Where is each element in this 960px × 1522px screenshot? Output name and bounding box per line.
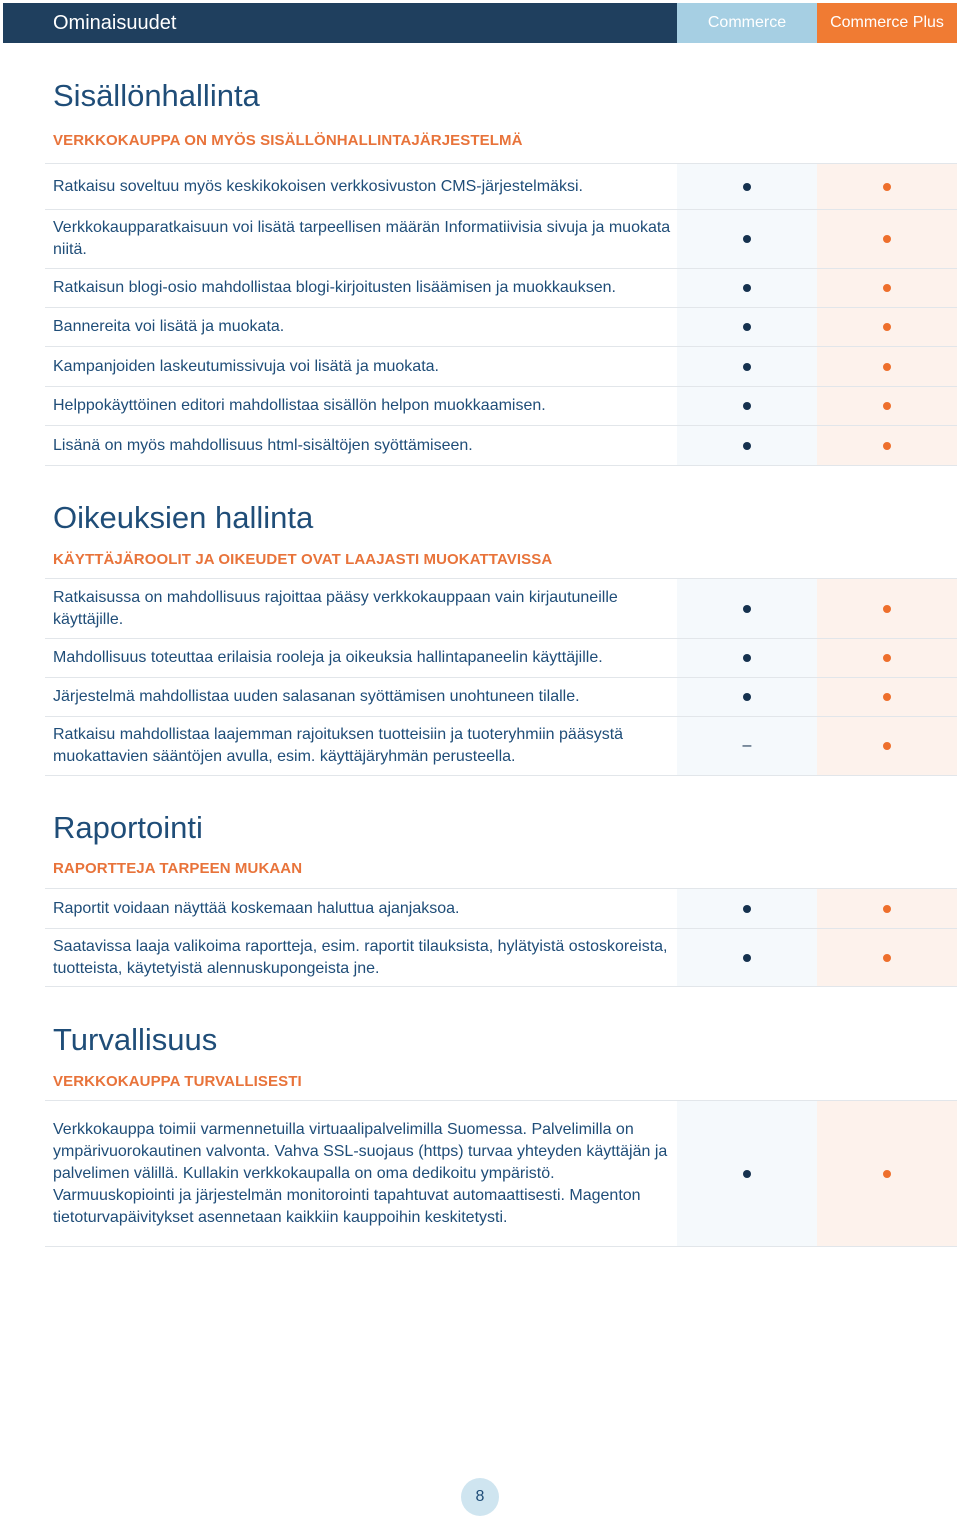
section-title: Oikeuksien hallinta (53, 500, 314, 535)
commerce-plus-cell (817, 717, 957, 775)
feature-text: Bannereita voi lisätä ja muokata. (53, 318, 285, 335)
table-row (45, 889, 957, 929)
feature-text: Ratkaisun blogi-osio mahdollistaa blogi-kirjoitusten lisäämisen ja muokkauksen. (53, 279, 616, 296)
section-subtitle: RAPORTTEJA TARPEEN MUKAAN (53, 860, 303, 877)
commerce-plus-cell (817, 210, 957, 268)
commerce-plus-cell (817, 678, 957, 716)
section-subtitle: VERKKOKAUPPA TURVALLISESTI (53, 1073, 302, 1090)
section-title: Sisällönhallinta (53, 78, 260, 113)
table-row (45, 1101, 957, 1247)
commerce-cell (677, 678, 817, 716)
table-row (45, 579, 957, 639)
header-col-commerce-plus: Commerce Plus (817, 3, 957, 43)
included-dot-icon (743, 605, 751, 613)
included-dot-icon (883, 284, 891, 292)
commerce-plus-cell (817, 579, 957, 638)
feature-table (45, 578, 957, 776)
header-col-commerce: Commerce (677, 3, 817, 43)
table-row (45, 210, 957, 269)
included-dot-icon (883, 905, 891, 913)
commerce-plus-cell (817, 889, 957, 928)
included-dot-icon (743, 363, 751, 371)
section-subtitle: VERKKOKAUPPA ON MYÖS SISÄLLÖNHALLINTAJÄRJESTELMÄ (53, 132, 523, 149)
page-number: 8 (461, 1478, 499, 1516)
commerce-cell (677, 308, 817, 346)
section-title: Raportointi (53, 810, 203, 845)
commerce-cell (677, 639, 817, 677)
feature-table (45, 1100, 957, 1247)
included-dot-icon (883, 954, 891, 962)
feature-text: Mahdollisuus toteuttaa erilaisia rooleja ja oikeuksia hallintapaneelin käyttäjille. (53, 649, 603, 666)
feature-text: Raportit voidaan näyttää koskemaan haluttua ajanjaksoa. (53, 899, 460, 917)
included-dot-icon (883, 323, 891, 331)
included-dot-icon (743, 323, 751, 331)
commerce-cell (677, 426, 817, 465)
included-dot-icon (743, 1170, 751, 1178)
table-row (45, 164, 957, 210)
commerce-cell (677, 929, 817, 986)
table-row (45, 269, 957, 308)
feature-text: Verkkokaupparatkaisuun voi lisätä tarpeellisen määrän Informatiivisia sivuja ja muokata niitä. (53, 219, 671, 258)
included-dot-icon (743, 954, 751, 962)
commerce-cell (677, 717, 817, 775)
included-dot-icon (883, 693, 891, 701)
commerce-cell (677, 210, 817, 268)
table-row (45, 426, 957, 466)
included-dot-icon (883, 605, 891, 613)
commerce-cell (677, 579, 817, 638)
included-dot-icon (883, 1170, 891, 1178)
feature-text: Lisänä on myös mahdollisuus html-sisältöjen syöttämiseen. (53, 436, 473, 454)
commerce-cell (677, 387, 817, 425)
table-row (45, 717, 957, 776)
included-dot-icon (883, 654, 891, 662)
feature-text: Ratkaisu mahdollistaa laajemman rajoituksen tuotteisiin ja tuoteryhmiin pääsystä muokattavien sääntöjen avulla, esim. käyttäjäryhmän perusteella. (53, 726, 624, 765)
commerce-plus-cell (817, 164, 957, 209)
included-dot-icon (743, 654, 751, 662)
commerce-plus-cell (817, 387, 957, 425)
commerce-cell (677, 1101, 817, 1246)
included-dot-icon (743, 905, 751, 913)
commerce-cell (677, 889, 817, 928)
feature-text: Järjestelmä mahdollistaa uuden salasanan syöttämisen unohtuneen tilalle. (53, 688, 580, 705)
table-row (45, 929, 957, 987)
commerce-plus-cell (817, 929, 957, 986)
included-dot-icon (883, 402, 891, 410)
feature-text: Ratkaisussa on mahdollisuus rajoittaa pääsy verkkokauppaan vain kirjautuneille käyttäjille. (53, 588, 618, 628)
table-row (45, 387, 957, 426)
table-row (45, 639, 957, 678)
section-title: Turvallisuus (53, 1022, 218, 1057)
table-row (45, 678, 957, 717)
feature-text: Helppokäyttöinen editori mahdollistaa sisällön helpon muokkaamisen. (53, 397, 546, 414)
header-bar (3, 3, 957, 43)
table-row (45, 347, 957, 387)
table-row (45, 308, 957, 347)
included-dot-icon (743, 402, 751, 410)
feature-text: Ratkaisu soveltuu myös keskikokoisen verkkosivuston CMS-järjestelmäksi. (53, 177, 583, 195)
included-dot-icon (883, 442, 891, 450)
included-dot-icon (743, 693, 751, 701)
not-included-dash: – (742, 737, 752, 754)
header-title: Ominaisuudet (3, 3, 677, 43)
included-dot-icon (743, 442, 751, 450)
commerce-plus-cell (817, 269, 957, 307)
feature-table (45, 163, 957, 466)
feature-text: Kampanjoiden laskeutumissivuja voi lisätä ja muokata. (53, 357, 439, 375)
included-dot-icon (743, 183, 751, 191)
feature-text: Verkkokauppa toimii varmennetuilla virtuaalipalvelimilla Suomessa. Palvelimilla on ympärivuorokautinen valvonta. Vahva SSL-suojaus (https) turvaa yhteyden käyttäjän ja palvelimen välillä. Kullakin verkkokaupalla on oma dedikoitu ympäristö. Varmuuskopiointi ja järjestelmän monitorointi tapahtuvat automaattisesti. Magenton tietoturvapäivitykset asennetaan kaikkiin kauppoihin keskitetysti. (53, 1120, 668, 1226)
commerce-plus-cell (817, 347, 957, 386)
commerce-cell (677, 269, 817, 307)
feature-table (45, 888, 957, 987)
included-dot-icon (743, 235, 751, 243)
included-dot-icon (883, 183, 891, 191)
included-dot-icon (883, 363, 891, 371)
included-dot-icon (883, 235, 891, 243)
commerce-plus-cell (817, 308, 957, 346)
included-dot-icon (883, 742, 891, 750)
commerce-cell (677, 164, 817, 209)
section-subtitle: KÄYTTÄJÄROOLIT JA OIKEUDET OVAT LAAJASTI MUOKATTAVISSA (53, 551, 553, 568)
included-dot-icon (743, 284, 751, 292)
commerce-plus-cell (817, 426, 957, 465)
feature-text: Saatavissa laaja valikoima raportteja, esim. raportit tilauksista, hylätyistä ostoskoreista, tuotteista, käytetyistä alennuskupongeista jne. (53, 937, 668, 977)
commerce-plus-cell (817, 1101, 957, 1246)
commerce-plus-cell (817, 639, 957, 677)
commerce-cell (677, 347, 817, 386)
